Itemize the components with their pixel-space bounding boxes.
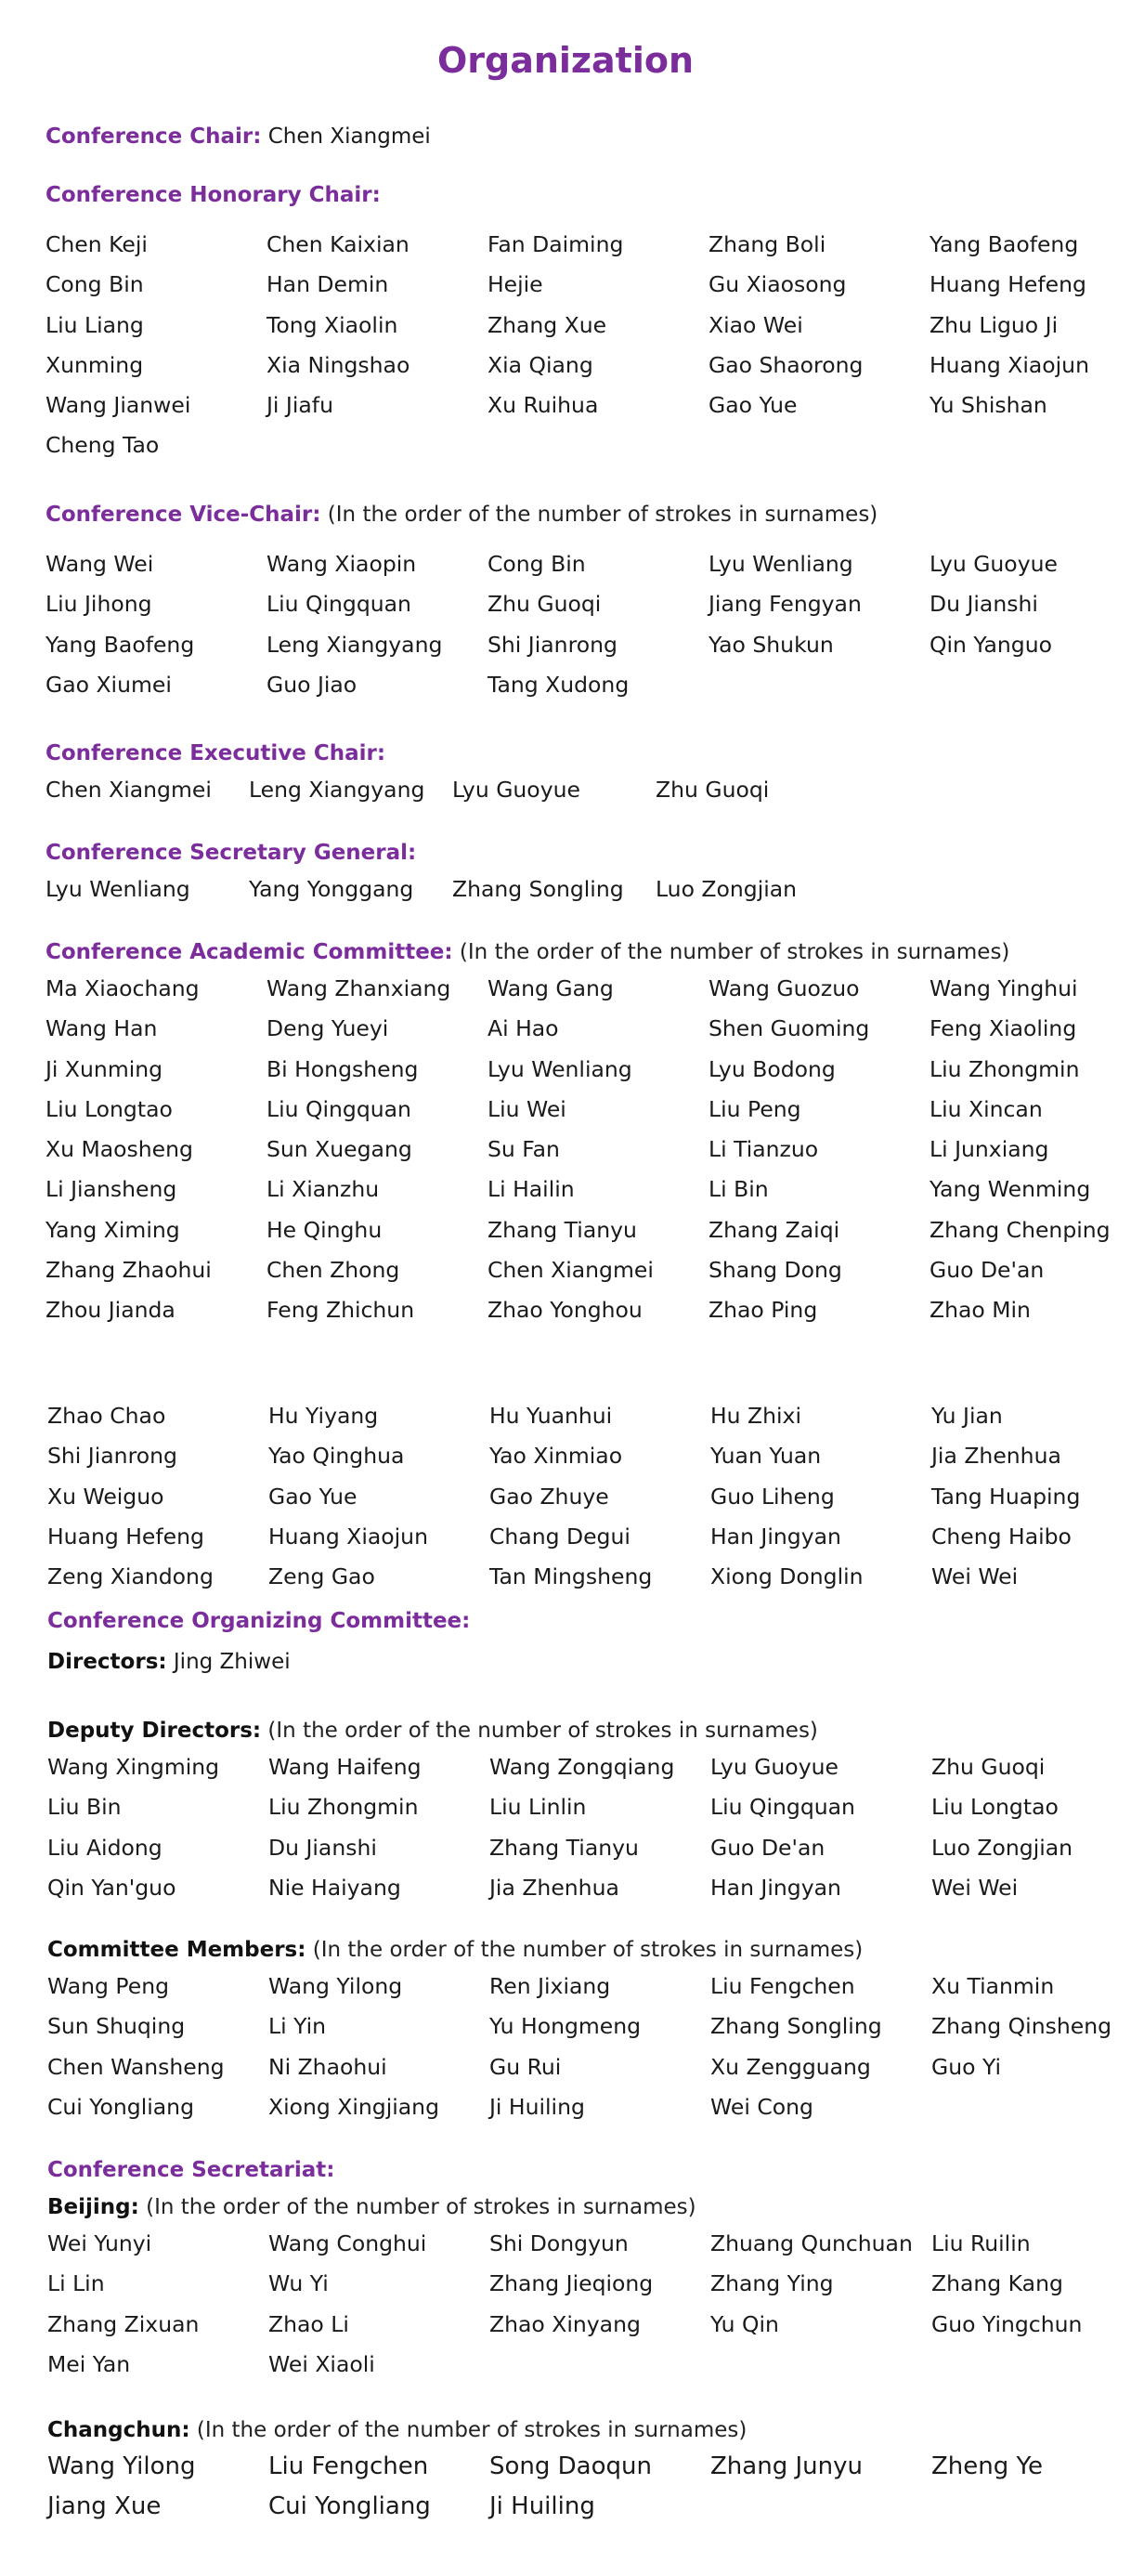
person-name: Huang Hefeng bbox=[930, 271, 1086, 298]
person-name: Chen Xiangmei bbox=[488, 1257, 654, 1284]
academic-committee-list-a bbox=[46, 969, 1123, 1331]
person-name: Xia Qiang bbox=[488, 351, 593, 378]
person-name: Gao Yue bbox=[708, 392, 798, 419]
person-name: Gu Xiaosong bbox=[708, 271, 847, 298]
deputy-directors-label: Deputy Directors: bbox=[47, 1719, 262, 1743]
person-name: Liu Ruilin bbox=[931, 2230, 1031, 2256]
organizing-committee-label: Conference Organizing Committee: bbox=[47, 1609, 471, 1633]
person-name: Zhang Zhaohui bbox=[46, 1257, 212, 1284]
person-name: Wei Cong bbox=[710, 2093, 813, 2120]
person-name: Zhu Guoqi bbox=[656, 777, 770, 803]
person-name: Liu Fengchen bbox=[268, 2452, 429, 2480]
beijing-note: (In the order of the number of strokes in surnames) bbox=[146, 2195, 696, 2219]
person-name: Gao Zhuye bbox=[489, 1483, 609, 1510]
person-name: Yu Shishan bbox=[930, 392, 1047, 419]
person-name: Wei Yunyi bbox=[47, 2230, 152, 2256]
person-name: Li Junxiang bbox=[930, 1136, 1049, 1163]
academic-committee-label: Conference Academic Committee: bbox=[46, 940, 453, 964]
person-name: Zhou Jianda bbox=[46, 1297, 176, 1324]
person-name: Chen Wansheng bbox=[47, 2053, 225, 2080]
person-name: Ji Huiling bbox=[489, 2093, 585, 2120]
person-name: Liu Qingquan bbox=[266, 1095, 411, 1122]
person-name: Wang Yinghui bbox=[930, 975, 1078, 1001]
academic-committee-continued bbox=[47, 1396, 1124, 1597]
person-name: Zhao Min bbox=[930, 1297, 1031, 1324]
person-name: Zheng Ye bbox=[931, 2452, 1043, 2480]
person-name: Yu Qin bbox=[710, 2310, 779, 2337]
person-name: Lyu Bodong bbox=[708, 1055, 836, 1082]
person-name: Liu Fengchen bbox=[710, 1973, 855, 1999]
person-name: Ren Jixiang bbox=[489, 1973, 611, 1999]
person-name: Wang Zongqiang bbox=[489, 1754, 675, 1780]
person-name: Liu Wei bbox=[488, 1095, 566, 1122]
committee-members-list bbox=[47, 1967, 1124, 2127]
person-name: Gu Rui bbox=[489, 2053, 562, 2080]
person-name: Gao Xiumei bbox=[46, 671, 172, 698]
person-name: Zhang Zixuan bbox=[47, 2310, 200, 2337]
person-name: Zeng Gao bbox=[268, 1563, 375, 1590]
person-name: Deng Yueyi bbox=[266, 1015, 389, 1042]
person-name: Bi Hongsheng bbox=[266, 1055, 419, 1082]
person-name: Wang Conghui bbox=[268, 2230, 427, 2256]
person-name: Wang Gang bbox=[488, 975, 614, 1001]
person-name: Zhang Jieqiong bbox=[489, 2270, 654, 2297]
person-name: Zhu Guoqi bbox=[488, 591, 602, 618]
person-name: Luo Zongjian bbox=[931, 1834, 1073, 1861]
directors-label: Directors: bbox=[47, 1650, 167, 1674]
person-name: Feng Xiaoling bbox=[930, 1015, 1077, 1042]
person-name: Cheng Tao bbox=[46, 432, 160, 459]
person-name: Du Jianshi bbox=[930, 591, 1038, 618]
person-name: Chen Zhong bbox=[266, 1257, 400, 1284]
person-name: Hu Zhixi bbox=[710, 1403, 801, 1429]
honorary-chair-label: Conference Honorary Chair: bbox=[46, 183, 381, 207]
committee-members-note: (In the order of the number of strokes in surnames) bbox=[312, 1938, 864, 1962]
person-name: Guo De'an bbox=[710, 1834, 826, 1861]
honorary-chair-section bbox=[46, 178, 1123, 466]
person-name: Huang Xiaojun bbox=[930, 351, 1089, 378]
person-name: Wang Wei bbox=[46, 551, 154, 577]
person-name: Han Jingyan bbox=[710, 1523, 841, 1550]
person-name: He Qinghu bbox=[266, 1216, 383, 1243]
person-name: Lyu Wenliang bbox=[488, 1055, 632, 1082]
person-name: Wang Jianwei bbox=[46, 392, 191, 419]
person-name: Yu Hongmeng bbox=[489, 2013, 642, 2040]
person-name: Yao Xinmiao bbox=[489, 1443, 623, 1470]
person-name: Ni Zhaohui bbox=[268, 2053, 387, 2080]
conference-chair-section bbox=[46, 120, 1123, 153]
person-name: Jia Zhenhua bbox=[489, 1874, 619, 1901]
person-name: Zhao Chao bbox=[47, 1403, 166, 1429]
academic-committee-section bbox=[46, 935, 1123, 1331]
person-name: Wang Xingming bbox=[47, 1754, 220, 1780]
person-name: Zhuang Qunchuan bbox=[710, 2230, 913, 2256]
directors-name: Jing Zhiwei bbox=[173, 1650, 291, 1674]
person-name: Zeng Xiandong bbox=[47, 1563, 214, 1590]
person-name: Chen Xiangmei bbox=[46, 777, 212, 803]
organizing-committee-section bbox=[47, 1604, 1124, 1679]
person-name: Lyu Guoyue bbox=[452, 777, 580, 803]
person-name: Zhang Xue bbox=[488, 311, 607, 338]
changchun-note: (In the order of the number of strokes in surnames) bbox=[196, 2418, 748, 2442]
person-name: Zhang Zaiqi bbox=[708, 1216, 840, 1243]
person-name: Yuan Yuan bbox=[710, 1443, 822, 1470]
person-name: Xu Tianmin bbox=[931, 1973, 1055, 1999]
person-name: Xu Weiguo bbox=[47, 1483, 164, 1510]
executive-chair-section bbox=[46, 737, 1123, 810]
secretariat-section bbox=[47, 2153, 1124, 2385]
person-name: Cui Yongliang bbox=[47, 2093, 194, 2120]
person-name: Ji Huiling bbox=[489, 2492, 595, 2521]
person-name: Qin Yanguo bbox=[930, 631, 1052, 658]
person-name: Li Hailin bbox=[488, 1176, 575, 1203]
person-name: Mei Yan bbox=[47, 2350, 131, 2377]
person-name: Li Bin bbox=[708, 1176, 769, 1203]
person-name: Tan Mingsheng bbox=[489, 1563, 653, 1590]
person-name: Liu Qingquan bbox=[266, 591, 411, 618]
person-name: Zhao Ping bbox=[708, 1297, 818, 1324]
person-name: Li Tianzuo bbox=[708, 1136, 819, 1163]
person-name: Song Daoqun bbox=[489, 2452, 652, 2480]
person-name: Wei Wei bbox=[931, 1563, 1019, 1590]
person-name: Qin Yan'guo bbox=[47, 1874, 176, 1901]
person-name: Shi Jianrong bbox=[47, 1443, 177, 1470]
person-name: Li Xianzhu bbox=[266, 1176, 380, 1203]
person-name: Cong Bin bbox=[46, 271, 144, 298]
person-name: Liu Longtao bbox=[46, 1095, 173, 1122]
person-name: Xu Ruihua bbox=[488, 392, 599, 419]
person-name: Tang Xudong bbox=[488, 671, 630, 698]
person-name: Zhao Yonghou bbox=[488, 1297, 643, 1324]
person-name: Li Lin bbox=[47, 2270, 105, 2297]
conference-chair-label: Conference Chair: bbox=[46, 124, 262, 149]
person-name: Ai Hao bbox=[488, 1015, 559, 1042]
person-name: Liu Peng bbox=[708, 1095, 801, 1122]
person-name: Luo Zongjian bbox=[656, 876, 798, 902]
conference-chair-line bbox=[46, 120, 1123, 153]
person-name: Du Jianshi bbox=[268, 1834, 377, 1861]
person-name: Liu Aidong bbox=[47, 1834, 162, 1861]
person-name: Lyu Guoyue bbox=[710, 1754, 838, 1780]
conference-chair-name: Chen Xiangmei bbox=[267, 124, 431, 149]
person-name: Guo Yingchun bbox=[931, 2310, 1083, 2337]
person-name: Gao Yue bbox=[268, 1483, 358, 1510]
person-name: Yang Ximing bbox=[46, 1216, 180, 1243]
person-name: Feng Zhichun bbox=[266, 1297, 415, 1324]
person-name: Huang Hefeng bbox=[47, 1523, 204, 1550]
person-name: Nie Haiyang bbox=[268, 1874, 401, 1901]
person-name: Jia Zhenhua bbox=[931, 1443, 1061, 1470]
person-name: Sun Xuegang bbox=[266, 1136, 412, 1163]
secretariat-label: Conference Secretariat: bbox=[47, 2158, 335, 2182]
person-name: Fan Daiming bbox=[488, 231, 624, 257]
person-name: Zhao Li bbox=[268, 2310, 349, 2337]
person-name: Leng Xiangyang bbox=[249, 777, 425, 803]
person-name: Yao Qinghua bbox=[268, 1443, 405, 1470]
person-name: Wang Han bbox=[46, 1015, 158, 1042]
person-name: Zhang Songling bbox=[710, 2013, 882, 2040]
person-name: Zhang Chenping bbox=[930, 1216, 1111, 1243]
person-name: Yang Yonggang bbox=[249, 876, 414, 902]
secretary-general-list bbox=[46, 870, 1123, 909]
person-name: Guo De'an bbox=[930, 1257, 1045, 1284]
person-name: Shen Guoming bbox=[708, 1015, 870, 1042]
person-name: Hu Yuanhui bbox=[489, 1403, 613, 1429]
committee-members-section bbox=[47, 1933, 1124, 2127]
person-name: Shi Dongyun bbox=[489, 2230, 629, 2256]
person-name: Liu Xincan bbox=[930, 1095, 1043, 1122]
person-name: Zhang Junyu bbox=[710, 2452, 863, 2480]
page-title: Organization bbox=[436, 40, 695, 81]
person-name: Guo Yi bbox=[931, 2053, 1001, 2080]
person-name: Su Fan bbox=[488, 1136, 560, 1163]
person-name: Zhang Ying bbox=[710, 2270, 834, 2297]
person-name: Zhang Songling bbox=[452, 876, 624, 902]
person-name: Liu Longtao bbox=[931, 1794, 1059, 1821]
person-name: Zhang Kang bbox=[931, 2270, 1063, 2297]
person-name: Guo Liheng bbox=[710, 1483, 835, 1510]
person-name: Wei Wei bbox=[931, 1874, 1019, 1901]
secretary-general-section bbox=[46, 836, 1123, 909]
person-name: Gao Shaorong bbox=[708, 351, 864, 378]
person-name: Zhang Qinsheng bbox=[931, 2013, 1112, 2040]
academic-committee-note: (In the order of the number of strokes in surnames) bbox=[459, 940, 1010, 964]
person-name: Lyu Guoyue bbox=[930, 551, 1058, 577]
executive-chair-label: Conference Executive Chair: bbox=[46, 741, 386, 765]
person-name: Yang Baofeng bbox=[46, 631, 195, 658]
person-name: Cheng Haibo bbox=[931, 1523, 1072, 1550]
person-name: Zhang Tianyu bbox=[489, 1834, 639, 1861]
person-name: Wu Yi bbox=[268, 2270, 329, 2297]
vice-chair-label: Conference Vice-Chair: bbox=[46, 503, 321, 527]
changchun-label: Changchun: bbox=[47, 2418, 190, 2442]
deputy-directors-list bbox=[47, 1747, 1124, 1908]
person-name: Liu Liang bbox=[46, 311, 144, 338]
committee-members-label: Committee Members: bbox=[47, 1938, 306, 1962]
person-name: Ma Xiaochang bbox=[46, 975, 200, 1001]
person-name: Jiang Xue bbox=[47, 2492, 162, 2521]
person-name: Huang Xiaojun bbox=[268, 1523, 428, 1550]
person-name: Liu Linlin bbox=[489, 1794, 587, 1821]
executive-chair-list bbox=[46, 770, 1123, 810]
person-name: Wang Yilong bbox=[268, 1973, 403, 1999]
person-name: Ji Jiafu bbox=[266, 392, 333, 419]
person-name: Xu Maosheng bbox=[46, 1136, 193, 1163]
person-name: Liu Zhongmin bbox=[930, 1055, 1080, 1082]
person-name: Liu Zhongmin bbox=[268, 1794, 419, 1821]
person-name: Leng Xiangyang bbox=[266, 631, 443, 658]
changchun-list bbox=[47, 2447, 1124, 2528]
person-name: Xunming bbox=[46, 351, 144, 378]
person-name: Chen Kaixian bbox=[266, 231, 410, 257]
person-name: Ji Xunming bbox=[46, 1055, 163, 1082]
person-name: Yang Baofeng bbox=[930, 231, 1079, 257]
secretary-general-label: Conference Secretary General: bbox=[46, 841, 417, 865]
person-name: Liu Jihong bbox=[46, 591, 152, 618]
person-name: Sun Shuqing bbox=[47, 2013, 186, 2040]
beijing-list bbox=[47, 2224, 1124, 2385]
person-name: Zhang Tianyu bbox=[488, 1216, 637, 1243]
person-name: Xiong Xingjiang bbox=[268, 2093, 439, 2120]
person-name: Xiao Wei bbox=[708, 311, 803, 338]
vice-chair-note: (In the order of the number of strokes in surnames) bbox=[327, 503, 878, 527]
person-name: Li Yin bbox=[268, 2013, 327, 2040]
person-name: Liu Bin bbox=[47, 1794, 122, 1821]
person-name: Xu Zengguang bbox=[710, 2053, 871, 2080]
person-name: Han Jingyan bbox=[710, 1874, 841, 1901]
person-name: Shi Jianrong bbox=[488, 631, 618, 658]
person-name: Hejie bbox=[488, 271, 543, 298]
person-name: Wang Zhanxiang bbox=[266, 975, 451, 1001]
vice-chair-section bbox=[46, 498, 1123, 705]
person-name: Lyu Wenliang bbox=[708, 551, 853, 577]
beijing-label: Beijing: bbox=[47, 2195, 139, 2219]
person-name: Tang Huaping bbox=[931, 1483, 1081, 1510]
deputy-directors-section bbox=[47, 1714, 1124, 1908]
person-name: Liu Qingquan bbox=[710, 1794, 855, 1821]
person-name: Zhao Xinyang bbox=[489, 2310, 641, 2337]
person-name: Shang Dong bbox=[708, 1257, 842, 1284]
person-name: Wang Xiaopin bbox=[266, 551, 417, 577]
changchun-section bbox=[47, 2413, 1124, 2528]
deputy-directors-note: (In the order of the number of strokes in surnames) bbox=[267, 1719, 818, 1743]
person-name: Chen Keji bbox=[46, 231, 148, 257]
person-name: Guo Jiao bbox=[266, 671, 358, 698]
person-name: Jiang Fengyan bbox=[708, 591, 862, 618]
person-name: Wang Yilong bbox=[47, 2452, 196, 2480]
person-name: Zhu Liguo Ji bbox=[930, 311, 1059, 338]
person-name: Li Jiansheng bbox=[46, 1176, 177, 1203]
person-name: Cui Yongliang bbox=[268, 2492, 431, 2521]
person-name: Zhang Boli bbox=[708, 231, 826, 257]
person-name: Lyu Wenliang bbox=[46, 876, 190, 902]
honorary-chair-list bbox=[46, 225, 1123, 466]
vice-chair-list bbox=[46, 544, 1123, 705]
person-name: Cong Bin bbox=[488, 551, 586, 577]
person-name: Zhu Guoqi bbox=[931, 1754, 1046, 1780]
academic-committee-list-b bbox=[47, 1396, 1124, 1597]
person-name: Han Demin bbox=[266, 271, 389, 298]
person-name: Xia Ningshao bbox=[266, 351, 410, 378]
person-name: Tong Xiaolin bbox=[266, 311, 398, 338]
person-name: Yu Jian bbox=[931, 1403, 1003, 1429]
person-name: Yang Wenming bbox=[930, 1176, 1091, 1203]
person-name: Wei Xiaoli bbox=[268, 2350, 375, 2377]
person-name: Wang Peng bbox=[47, 1973, 170, 1999]
person-name: Xiong Donglin bbox=[710, 1563, 864, 1590]
person-name: Yao Shukun bbox=[708, 631, 834, 658]
person-name: Wang Guozuo bbox=[708, 975, 860, 1001]
person-name: Wang Haifeng bbox=[268, 1754, 422, 1780]
person-name: Hu Yiyang bbox=[268, 1403, 379, 1429]
person-name: Chang Degui bbox=[489, 1523, 630, 1550]
